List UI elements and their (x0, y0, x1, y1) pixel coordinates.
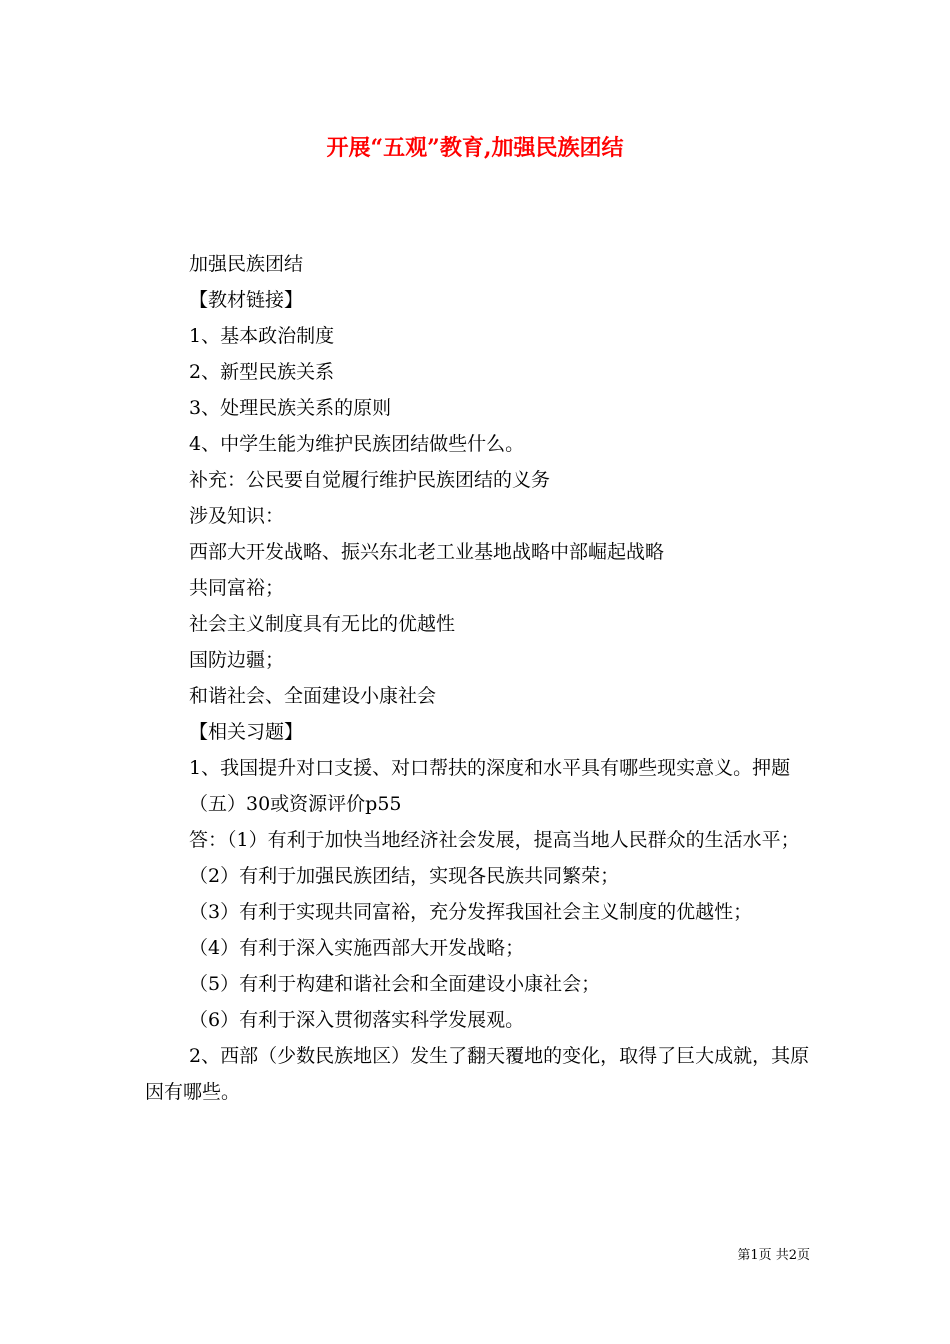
paragraph: 社会主义制度具有无比的优越性 (189, 613, 456, 635)
paragraph: 【相关习题】 (189, 721, 304, 743)
paragraph: 和谐社会、全面建设小康社会 (189, 685, 437, 707)
paragraph: 2、西部（少数民族地区）发生了翻天覆地的变化，取得了巨大成就，其原因有哪些。 (145, 1045, 810, 1103)
document-body (145, 246, 810, 1110)
paragraph: 3、处理民族关系的原则 (189, 397, 392, 419)
paragraph: 4、中学生能为维护民族团结做些什么。 (189, 433, 525, 455)
paragraph: 共同富裕； (189, 577, 285, 599)
paragraph: （五）30或资源评价p55 (189, 793, 402, 815)
paragraph: 1、我国提升对口支援、对口帮扶的深度和水平具有哪些现实意义。押题 (189, 757, 791, 779)
paragraph: 加强民族团结 (189, 253, 304, 275)
paragraph: （6）有利于深入贯彻落实科学发展观。 (189, 1009, 525, 1031)
paragraph: 2、新型民族关系 (189, 361, 335, 383)
paragraph: 国防边疆； (189, 649, 285, 671)
paragraph: 答：（1）有利于加快当地经济社会发展，提高当地人民群众的生活水平； (189, 829, 800, 851)
page-number-footer: 第1页 共2页 (737, 1248, 810, 1263)
paragraph: 西部大开发战略、振兴东北老工业基地战略中部崛起战略 (189, 541, 665, 563)
paragraph: 1、基本政治制度 (189, 325, 335, 347)
paragraph: （2）有利于加强民族团结，实现各民族共同繁荣； (189, 865, 620, 887)
document-title: 开展“五观”教育,加强民族团结 (326, 135, 624, 161)
paragraph: （4）有利于深入实施西部大开发战略； (189, 937, 525, 959)
paragraph: 补充：公民要自觉履行维护民族团结的义务 (189, 469, 551, 491)
paragraph: （5）有利于构建和谐社会和全面建设小康社会； (189, 973, 601, 995)
paragraph: 【教材链接】 (189, 289, 304, 311)
paragraph: 涉及知识： (189, 505, 285, 527)
paragraph: （3）有利于实现共同富裕，充分发挥我国社会主义制度的优越性； (189, 901, 753, 923)
